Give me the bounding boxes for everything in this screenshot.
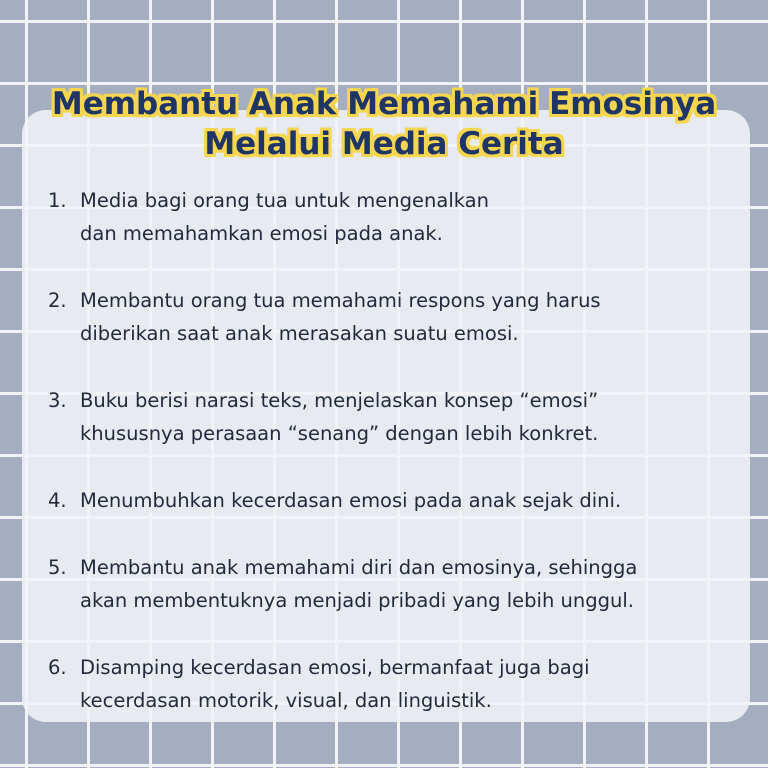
title-line-1: Membantu Anak Memahami Emosinya (51, 86, 717, 122)
list-item (48, 284, 748, 350)
item-number: 6. (48, 656, 67, 679)
item-text-line: Media bagi orang tua untuk mengenalkan (80, 189, 489, 212)
item-text-line: Membantu anak memahami diri dan emosinya, sehingga (80, 556, 638, 579)
item-number: 4. (48, 489, 67, 512)
list-item (48, 651, 748, 717)
item-text-line: Disamping kecerdasan emosi, bermanfaat juga bagi (80, 656, 590, 679)
item-text-line: kecerdasan motorik, visual, dan linguistik. (80, 689, 492, 712)
item-text-line: diberikan saat anak merasakan suatu emosi. (80, 322, 519, 345)
item-number: 3. (48, 389, 67, 412)
item-text-line: dan memahamkan emosi pada anak. (80, 222, 443, 245)
item-text-line: Menumbuhkan kecerdasan emosi pada anak sejak dini. (80, 489, 622, 512)
page-title (0, 84, 768, 164)
item-text-line: akan membentuknya menjadi pribadi yang lebih unggul. (80, 589, 634, 612)
benefit-list (48, 184, 748, 751)
list-item (48, 384, 748, 450)
list-item (48, 484, 748, 517)
item-text-line: Membantu orang tua memahami respons yang harus (80, 289, 601, 312)
item-text-line: khususnya perasaan “senang” dengan lebih konkret. (80, 422, 599, 445)
item-number: 2. (48, 289, 67, 312)
list-item (48, 184, 748, 250)
item-number: 1. (48, 189, 67, 212)
list-item (48, 551, 748, 617)
item-text-line: Buku berisi narasi teks, menjelaskan konsep “emosi” (80, 389, 599, 412)
title-line-2: Melalui Media Cerita (204, 126, 564, 162)
item-number: 5. (48, 556, 67, 579)
